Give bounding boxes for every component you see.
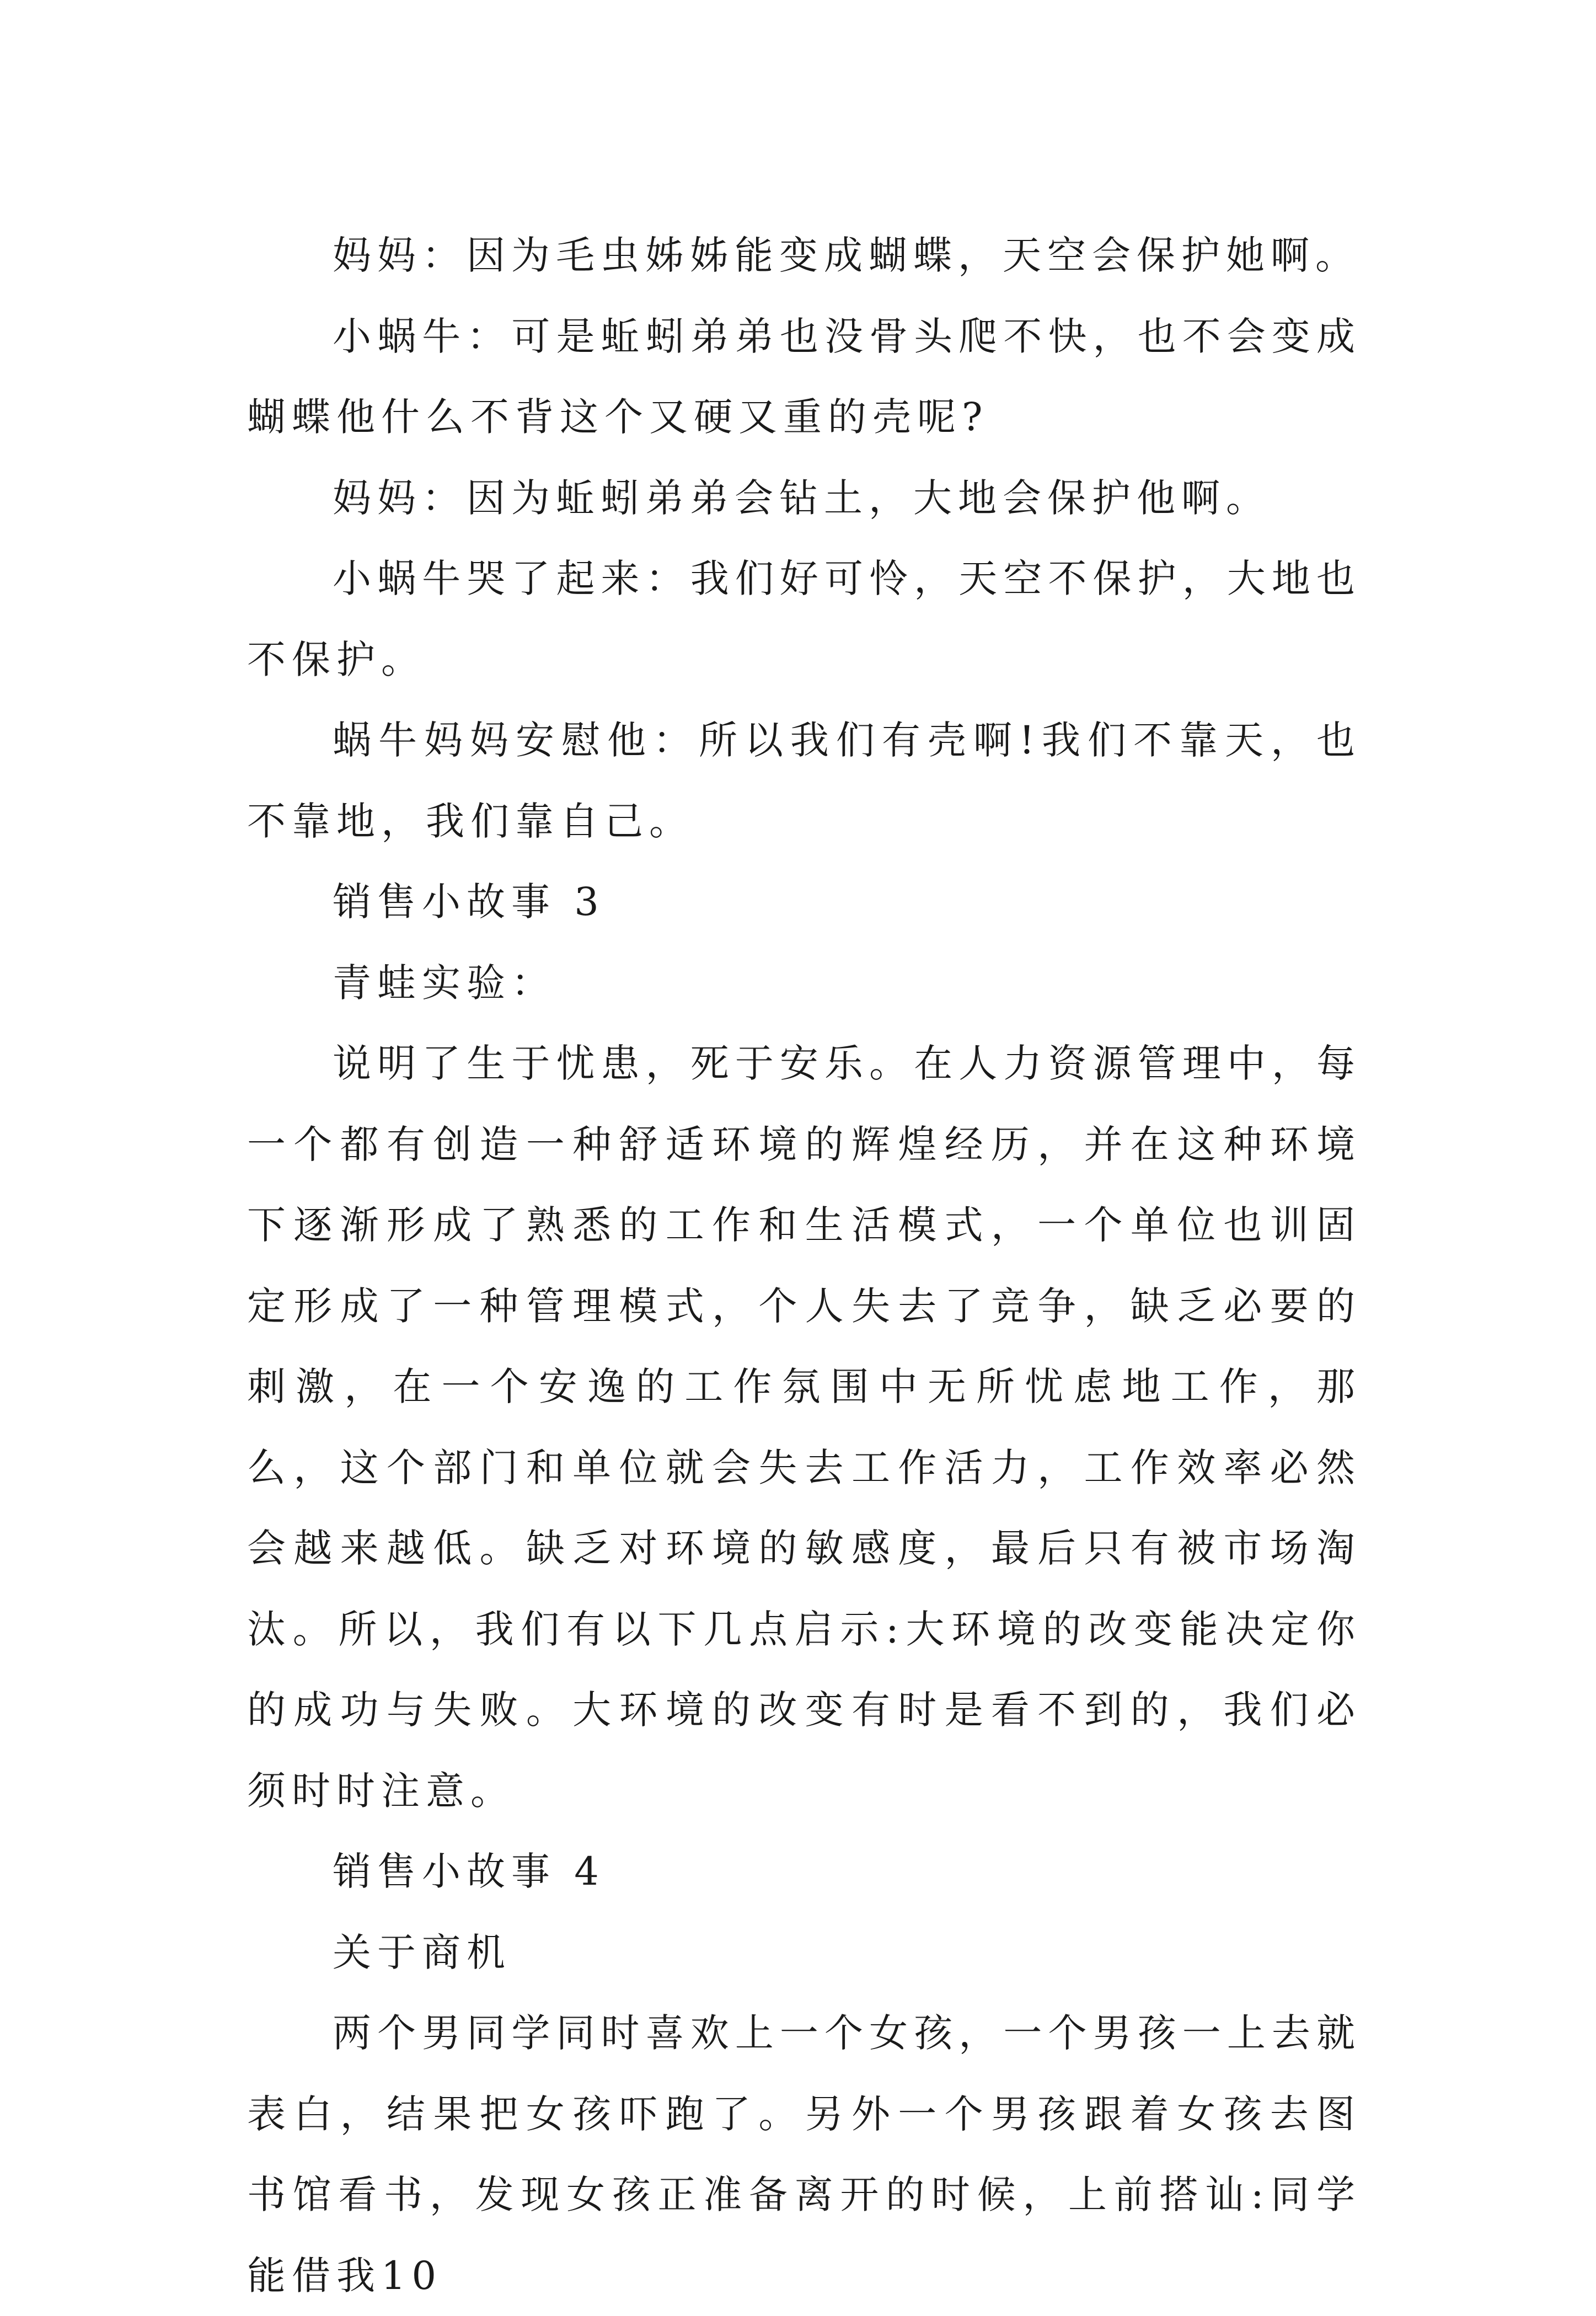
paragraph-snail-mom-comfort: 蜗牛妈妈安慰他：所以我们有壳啊!我们不靠天，也不靠地，我们靠自己。 <box>247 718 1361 844</box>
paragraph-frog-explanation: 说明了生于忧患，死于安乐。在人力资源管理中，每一个都有创造一种舒适环境的辉煌经历，并在这种环境下逐渐形成了熟悉的工作和生活模式，一个单位也训固定形成了一种管理模式，个人失去了竞争，缺乏必要的刺激，在一个安逸的工作氛围中无所忧虑地工作，那么，这个部门和单位就会失去工作活力，工作效率必然会越来越低。缺乏对环境的敏感度，最后只有被市场淘汰。所以，我们有以下几点启示:大环境的改变能决定你的成功与失败。大环境的改变有时是看不到的，我们必须时时注意。 <box>247 1041 1361 1814</box>
subheading-frog-experiment: 青蛙实验： <box>333 960 556 1005</box>
paragraph-snail-mom-1: 妈妈：因为毛虫姊姊能变成蝴蝶，天空会保护她啊。 <box>333 233 1360 278</box>
heading-story-4: 销售小故事 4 <box>333 1849 605 1894</box>
document-body <box>247 215 1361 2316</box>
paragraph-little-snail-cries: 小蜗牛哭了起来：我们好可怜，天空不保护，大地也不保护。 <box>247 556 1361 682</box>
paragraph-two-boys: 两个男同学同时喜欢上一个女孩，一个男孩一上去就表白，结果把女孩吓跑了。另外一个男孩跟着女孩去图书馆看书，发现女孩正准备离开的时候，上前搭讪:同学能借我10 <box>247 2010 1361 2298</box>
paragraph-snail-mom-2: 妈妈：因为蚯蚓弟弟会钻土，大地会保护他啊。 <box>333 475 1271 521</box>
subheading-business-opportunity: 关于商机 <box>333 1929 511 1975</box>
paragraph-little-snail-1: 小蜗牛：可是蚯蚓弟弟也没骨头爬不快，也不会变成蝴蝶他什么不背这个又硬又重的壳呢? <box>247 313 1361 440</box>
heading-story-3: 销售小故事 3 <box>333 879 605 924</box>
